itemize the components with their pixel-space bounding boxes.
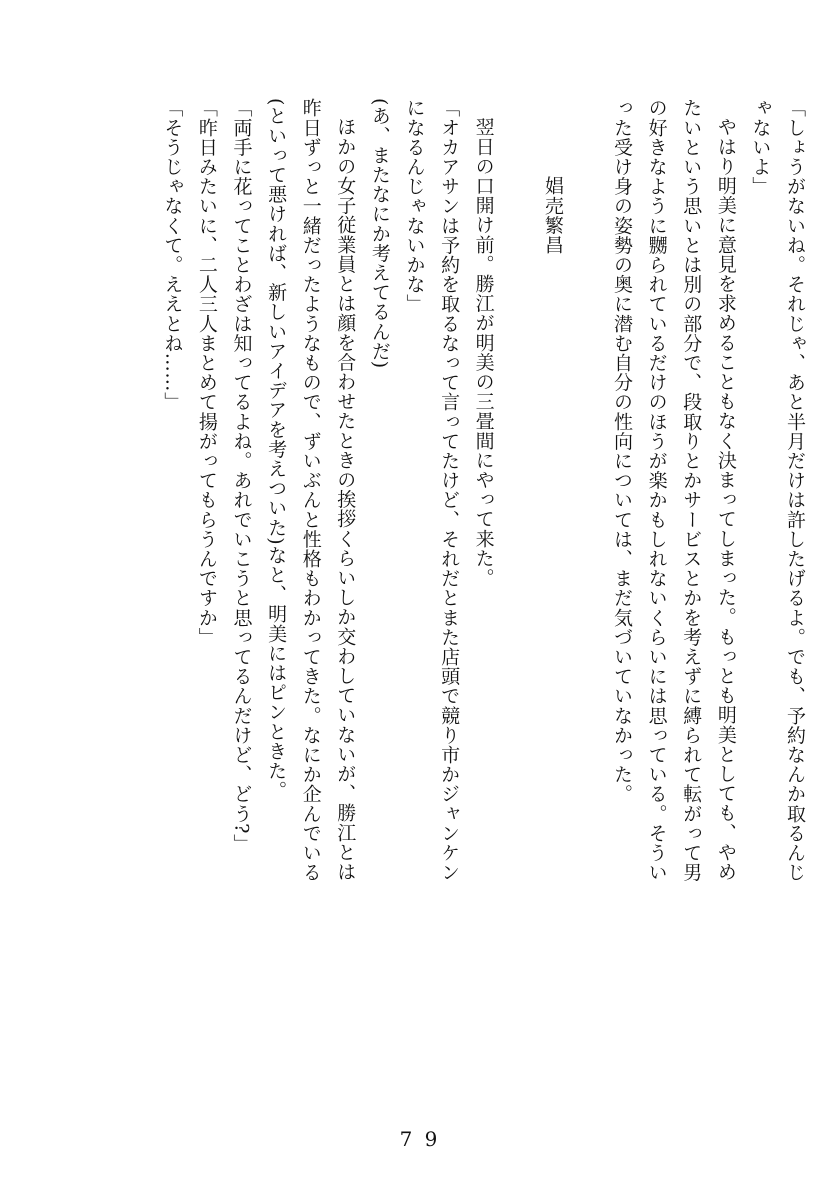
text-line: 「昨日みたいに、二人三人まとめて揚がってもらうんですか」 [195, 98, 218, 647]
text-line: 「オカアサンは予約を取るなって言ってたけど、それだとまた店頭で競り市かジャンケン [438, 98, 461, 882]
text-line: 「しょうがないね。それじゃ、あと半月だけは許したげるよ。でも、予約なんか取るんじ [784, 98, 806, 882]
text-line: 翌日の口開け前。勝江が明美の三畳間にやって来た。 [472, 117, 495, 588]
page-number: 7 9 [399, 1127, 441, 1151]
text-line: (あ、またなにか考えてるんだ) [368, 98, 391, 369]
text-line: ゃないよ」 [749, 98, 772, 196]
text-line: の好きなように嬲られているだけのほうが楽かもしれないくらいには思っている。そうい [645, 98, 668, 882]
section-heading: 娼売繁昌 [541, 176, 564, 255]
text-line: ほかの女子従業員とは顔を合わせたときの挨拶くらいしか交わしていないが、勝江とは [334, 117, 357, 882]
text-line: たいという思いとは別の部分で、段取りとかサービスとかを考えずに縛られて転がって男 [680, 98, 703, 882]
text-line: 「両手に花ってことわざは知ってるよね。あれでいこうと思ってるんだけど、どう?」 [230, 98, 253, 854]
blank-line [501, 98, 536, 998]
text-line: (といって悪ければ、新しいアイデアを考えついた)なと、明美にはピンときた。 [265, 98, 288, 801]
text-line: やはり明美に意見を求めることもなく決まってしまった。もっとも明美としても、やめ [714, 117, 737, 882]
text-line: 「そうじゃなくて。ええとね……」 [161, 98, 184, 412]
blank-line [570, 98, 605, 998]
text-line: 昨日ずっと一緒だったようなもので、ずいぶんと性格もわかってきた。なにか企んでいる [299, 98, 322, 882]
text-line: になるんじゃないかな」 [403, 98, 426, 314]
text-line: った受け身の姿勢の奥に潜む自分の性向については、まだ気づいていなかった。 [611, 98, 634, 804]
vertical-text-body [155, 98, 812, 998]
